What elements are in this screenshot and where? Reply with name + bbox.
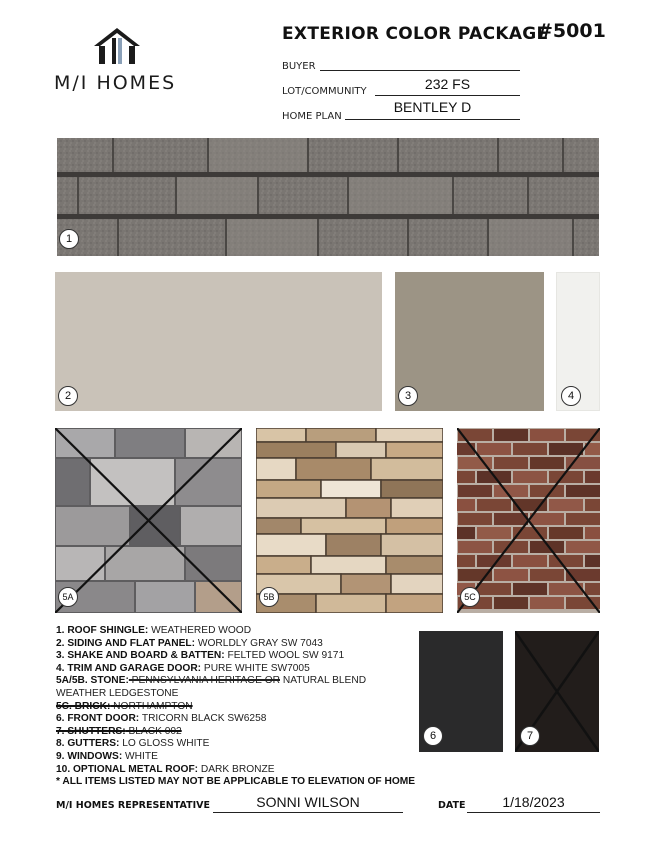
spec-line: 3. SHAKE AND BOARD & BATTEN: FELTED WOOL SW 9171 xyxy=(56,650,345,662)
swatch-number-2: 2 xyxy=(58,386,78,406)
lot-line xyxy=(375,95,520,96)
spec-line: 8. GUTTERS: LO GLOSS WHITE xyxy=(56,738,210,750)
swatch-number-5c: 5C xyxy=(460,587,480,607)
spec-disclaimer: * ALL ITEMS LISTED MAY NOT BE APPLICABLE TO ELEVATION OF HOME xyxy=(56,776,416,788)
rep-value: SONNI WILSON xyxy=(256,794,360,810)
stone-5a-swatch xyxy=(55,428,242,613)
date-label: DATE xyxy=(438,800,466,811)
plan-line xyxy=(345,119,520,120)
rep-line xyxy=(213,812,403,813)
spec-line: 1. ROOF SHINGLE: WEATHERED WOOD xyxy=(56,625,252,636)
spec-line: 7. SHUTTERS: BLACK 002 xyxy=(56,725,182,737)
package-number: #5001 xyxy=(537,20,606,42)
lot-label: LOT/COMMUNITY xyxy=(282,86,367,97)
buyer-line xyxy=(320,70,520,71)
lot-value: 232 FS xyxy=(424,76,471,92)
stone-5b-swatch xyxy=(256,428,443,613)
front-door-swatch xyxy=(419,631,503,752)
siding-swatch xyxy=(55,272,382,411)
trim-swatch xyxy=(556,272,600,411)
brick-5c-swatch xyxy=(457,428,600,613)
swatch-number-6: 6 xyxy=(423,726,443,746)
plan-label: HOME PLAN xyxy=(282,111,342,122)
date-value: 1/18/2023 xyxy=(502,794,565,810)
house-logo-icon xyxy=(94,28,140,64)
brand-name: M/I HOMES xyxy=(54,72,177,94)
shutters-swatch xyxy=(515,631,599,752)
roof-shingle-swatch xyxy=(57,138,599,256)
spec-line: 10. OPTIONAL METAL ROOF: DARK BRONZE xyxy=(56,763,275,775)
buyer-label: BUYER xyxy=(282,61,316,72)
swatch-number-1: 1 xyxy=(59,229,79,249)
swatch-number-7: 7 xyxy=(520,726,540,746)
spec-list xyxy=(56,625,416,789)
page-title: EXTERIOR COLOR PACKAGE xyxy=(282,24,549,44)
rep-label: M/I HOMES REPRESENTATIVE xyxy=(56,800,210,811)
spec-line: 4. TRIM AND GARAGE DOOR: PURE WHITE SW7005 xyxy=(56,662,310,674)
spec-line: 2. SIDING AND FLAT PANEL: WORLDLY GRAY SW 7043 xyxy=(56,637,323,649)
spec-line: WEATHER LEDGESTONE xyxy=(56,687,179,699)
swatch-number-5a: 5A xyxy=(58,587,78,607)
swatch-number-4: 4 xyxy=(561,386,581,406)
date-line xyxy=(467,812,600,813)
spec-line: 9. WINDOWS: WHITE xyxy=(56,750,158,762)
spec-line: 6. FRONT DOOR: TRICORN BLACK SW6258 xyxy=(56,713,267,725)
swatch-number-5b: 5B xyxy=(259,587,279,607)
plan-value: BENTLEY D xyxy=(393,99,472,115)
spec-line: 5A/5B. STONE: PENNSYLVANIA HERITAGE OR NATURAL BLEND xyxy=(56,675,367,687)
spec-line: 5C. BRICK: NORTHAMPTON xyxy=(56,700,193,712)
swatch-number-3: 3 xyxy=(398,386,418,406)
shake-swatch xyxy=(395,272,544,411)
